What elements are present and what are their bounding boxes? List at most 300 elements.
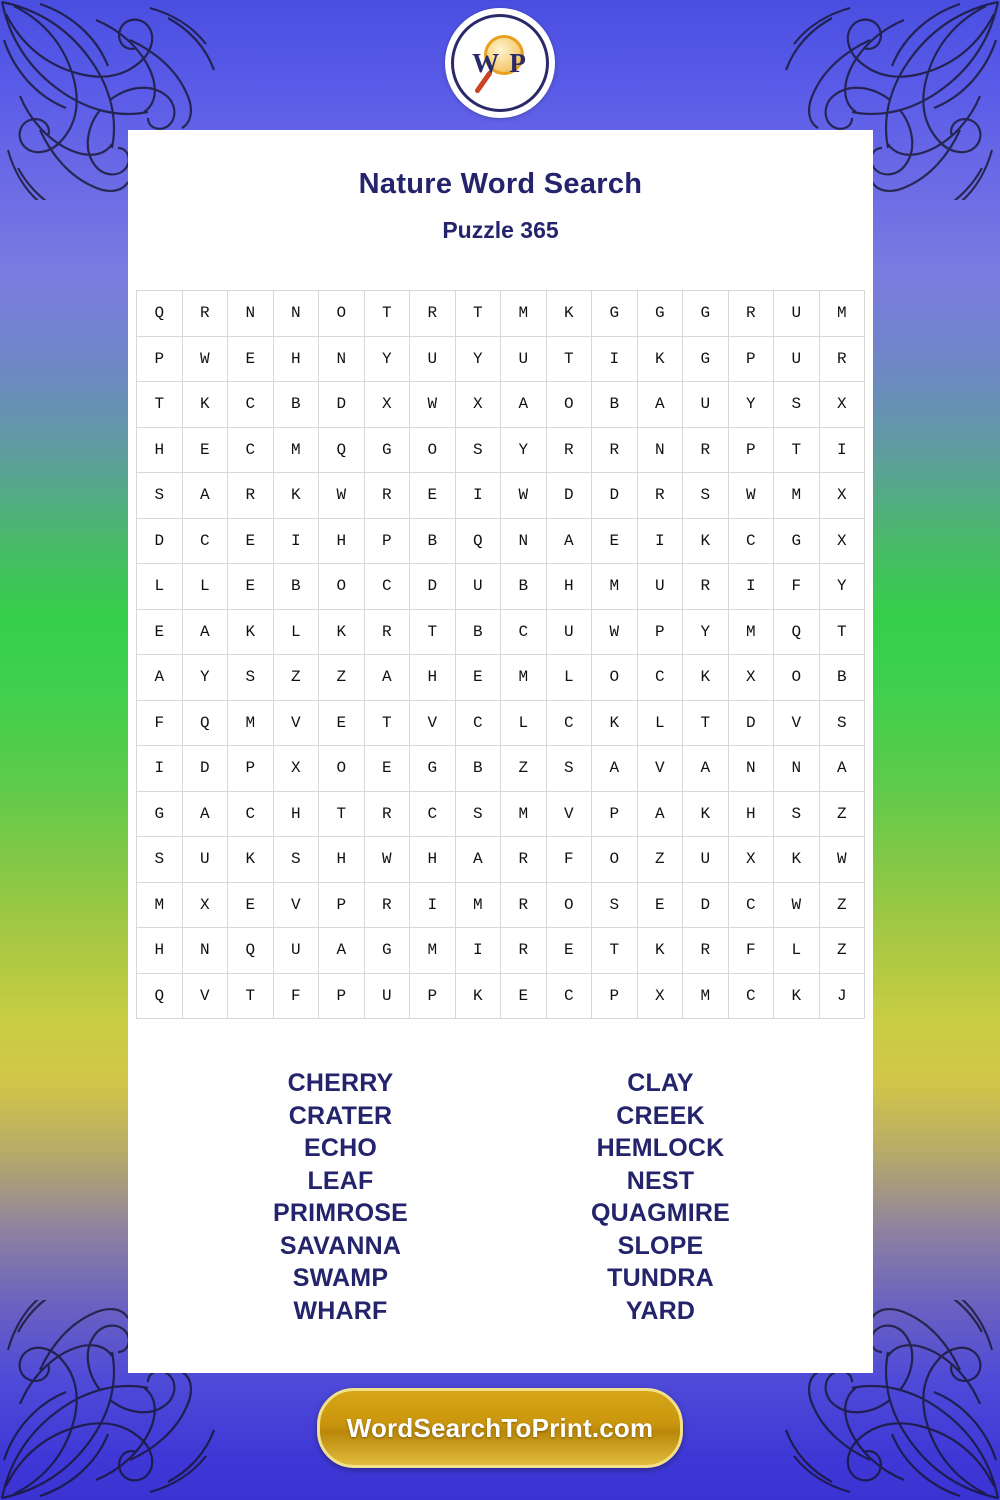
grid-cell[interactable]: N [774,746,820,792]
grid-cell[interactable]: Y [683,609,729,655]
grid-cell[interactable]: T [364,700,410,746]
grid-cell[interactable]: K [319,609,365,655]
grid-cell[interactable]: M [273,427,319,473]
grid-cell[interactable]: U [683,837,729,883]
grid-cell[interactable]: R [683,564,729,610]
grid-cell[interactable]: R [683,928,729,974]
grid-cell[interactable]: G [592,291,638,337]
grid-cell[interactable]: F [273,973,319,1019]
grid-cell[interactable]: E [364,746,410,792]
grid-cell[interactable]: C [501,609,547,655]
grid-cell[interactable]: E [228,564,274,610]
grid-cell[interactable]: B [819,655,865,701]
grid-cell[interactable]: R [501,882,547,928]
grid-cell[interactable]: K [683,655,729,701]
grid-cell[interactable]: H [319,518,365,564]
grid-cell[interactable]: O [592,655,638,701]
grid-cell[interactable]: N [273,291,319,337]
grid-cell[interactable]: H [410,837,456,883]
grid-cell[interactable]: L [501,700,547,746]
grid-cell[interactable]: O [410,427,456,473]
grid-cell[interactable]: E [546,928,592,974]
word-list-item: SLOPE [617,1231,704,1260]
grid-row [137,882,865,928]
grid-cell[interactable]: E [592,518,638,564]
grid-row [137,564,865,610]
grid-cell[interactable]: D [592,473,638,519]
grid-cell[interactable]: W [410,382,456,428]
puzzle-number: Puzzle 365 [442,217,559,243]
grid-cell[interactable]: R [364,609,410,655]
grid-cell[interactable]: V [410,700,456,746]
grid-cell[interactable]: M [728,609,774,655]
grid-cell[interactable]: R [364,882,410,928]
grid-cell[interactable]: I [728,564,774,610]
grid-cell[interactable]: U [683,382,729,428]
grid-cell[interactable]: Y [501,427,547,473]
grid-cell[interactable]: C [228,382,274,428]
grid-cell[interactable]: K [592,700,638,746]
grid-cell[interactable]: O [592,837,638,883]
grid-cell[interactable]: Y [455,336,501,382]
grid-cell[interactable]: Z [819,791,865,837]
grid-cell[interactable]: Z [819,928,865,974]
logo-letters: W P [472,47,528,78]
grid-cell[interactable]: X [728,837,774,883]
grid-cell[interactable]: U [455,564,501,610]
grid-cell[interactable]: Y [728,382,774,428]
grid-cell[interactable]: P [319,882,365,928]
grid-cell[interactable]: M [228,700,274,746]
grid-cell[interactable]: M [592,564,638,610]
word-list-item: PRIMROSE [273,1199,408,1227]
grid-cell[interactable]: X [819,473,865,519]
grid-cell[interactable]: W [819,837,865,883]
word-list-item: HEMLOCK [596,1134,725,1162]
grid-cell[interactable]: A [683,746,729,792]
website-button[interactable] [317,1388,683,1468]
grid-cell[interactable]: X [637,973,683,1019]
grid-cell[interactable]: A [592,746,638,792]
grid-row [137,928,865,974]
grid-cell[interactable]: H [546,564,592,610]
grid-cell[interactable]: T [228,973,274,1019]
grid-cell[interactable]: U [364,973,410,1019]
grid-cell[interactable]: A [637,791,683,837]
grid-cell[interactable]: R [501,928,547,974]
grid-cell[interactable]: T [455,291,501,337]
grid-cell[interactable]: Z [819,882,865,928]
word-list-column-right [501,1067,821,1327]
word-list-item: NEST [626,1166,695,1195]
grid-cell[interactable]: D [728,700,774,746]
grid-cell[interactable]: B [592,382,638,428]
grid-cell[interactable]: R [592,427,638,473]
grid-cell[interactable]: P [592,791,638,837]
word-search-grid [136,290,865,1019]
grid-cell[interactable]: V [273,700,319,746]
word-list-item: CREEK [616,1101,705,1130]
grid-cell[interactable]: Q [228,928,274,974]
word-list-item: QUAGMIRE [590,1199,731,1227]
grid-cell[interactable]: W [728,473,774,519]
grid-cell[interactable]: K [228,609,274,655]
grid-cell[interactable]: G [364,427,410,473]
grid-cell[interactable]: C [728,973,774,1019]
grid-cell[interactable]: T [410,609,456,655]
grid-cell[interactable]: A [455,837,501,883]
grid-cell[interactable]: S [273,837,319,883]
grid-cell[interactable]: N [501,518,547,564]
grid-cell[interactable]: C [182,518,228,564]
grid-cell[interactable]: T [546,336,592,382]
grid-cell[interactable]: Z [319,655,365,701]
grid-cell[interactable]: A [137,655,183,701]
grid-cell[interactable]: P [228,746,274,792]
grid-cell[interactable]: Q [455,518,501,564]
grid-cell[interactable]: W [774,882,820,928]
grid-cell[interactable]: C [728,882,774,928]
word-search-grid-container [128,290,873,1019]
grid-cell[interactable]: X [273,746,319,792]
grid-cell[interactable]: A [182,609,228,655]
grid-cell[interactable]: E [228,518,274,564]
grid-row [137,427,865,473]
grid-cell[interactable]: S [683,473,729,519]
grid-row [137,837,865,883]
grid-cell[interactable]: X [455,382,501,428]
grid-cell[interactable]: B [455,609,501,655]
logo-ring [451,14,549,112]
word-list-item: SWAMP [292,1264,389,1292]
grid-row [137,746,865,792]
grid-cell[interactable]: D [410,564,456,610]
grid-cell[interactable]: F [137,700,183,746]
grid-cell[interactable]: L [137,564,183,610]
page-title: Nature Word Search [358,168,643,200]
grid-cell[interactable]: K [774,973,820,1019]
grid-cell[interactable]: U [546,609,592,655]
grid-cell[interactable]: G [137,791,183,837]
grid-cell[interactable]: P [637,609,683,655]
grid-cell[interactable]: N [319,336,365,382]
grid-cell[interactable]: T [137,382,183,428]
grid-cell[interactable]: S [592,882,638,928]
grid-cell[interactable]: F [728,928,774,974]
grid-cell[interactable]: W [364,837,410,883]
grid-cell[interactable]: H [273,791,319,837]
grid-cell[interactable]: I [455,473,501,519]
grid-cell[interactable]: I [273,518,319,564]
grid-cell[interactable]: Z [501,746,547,792]
grid-cell[interactable]: R [364,473,410,519]
grid-row [137,518,865,564]
grid-cell[interactable]: L [637,700,683,746]
website-button-label: WordSearchToPrint.com [346,1412,654,1443]
grid-cell[interactable]: U [501,336,547,382]
grid-cell[interactable]: T [819,609,865,655]
grid-cell[interactable]: D [137,518,183,564]
grid-cell[interactable]: S [774,791,820,837]
grid-cell[interactable]: R [182,291,228,337]
grid-cell[interactable]: X [182,882,228,928]
grid-cell[interactable]: L [546,655,592,701]
grid-cell[interactable]: N [637,427,683,473]
grid-cell[interactable]: Q [774,609,820,655]
grid-cell[interactable]: P [728,427,774,473]
grid-cell[interactable]: S [546,746,592,792]
grid-cell[interactable]: C [637,655,683,701]
grid-cell[interactable]: H [137,928,183,974]
word-list-item: SAVANNA [279,1231,402,1260]
site-logo [445,8,555,118]
grid-cell[interactable]: T [319,791,365,837]
grid-cell[interactable]: T [683,700,729,746]
grid-cell[interactable]: K [182,382,228,428]
grid-cell[interactable]: S [455,791,501,837]
grid-cell[interactable]: Q [137,973,183,1019]
grid-cell[interactable]: E [228,882,274,928]
grid-cell[interactable]: T [364,291,410,337]
grid-cell[interactable]: B [273,564,319,610]
grid-cell[interactable]: U [273,928,319,974]
grid-cell[interactable]: U [774,336,820,382]
grid-cell[interactable]: U [637,564,683,610]
grid-cell[interactable]: R [637,473,683,519]
grid-cell[interactable]: F [774,564,820,610]
grid-cell[interactable]: B [501,564,547,610]
grid-cell[interactable]: M [819,291,865,337]
grid-cell[interactable]: K [683,518,729,564]
grid-cell[interactable]: I [819,427,865,473]
grid-cell[interactable]: R [501,837,547,883]
grid-cell[interactable]: R [410,291,456,337]
grid-cell[interactable]: E [501,973,547,1019]
grid-cell[interactable]: X [728,655,774,701]
grid-row [137,609,865,655]
grid-cell[interactable]: Z [637,837,683,883]
grid-cell[interactable]: K [637,928,683,974]
grid-cell[interactable]: I [455,928,501,974]
grid-cell[interactable]: K [228,837,274,883]
grid-cell[interactable]: D [319,382,365,428]
grid-cell[interactable]: G [683,336,729,382]
grid-cell[interactable]: Z [273,655,319,701]
grid-cell[interactable]: D [683,882,729,928]
grid-cell[interactable]: X [819,518,865,564]
grid-row [137,336,865,382]
grid-cell[interactable]: P [410,973,456,1019]
grid-cell[interactable]: A [501,382,547,428]
grid-cell[interactable]: K [683,791,729,837]
grid-cell[interactable]: C [455,700,501,746]
grid-cell[interactable]: L [182,564,228,610]
grid-cell[interactable]: R [228,473,274,519]
word-list-item: TUNDRA [607,1264,714,1292]
grid-cell[interactable]: S [819,700,865,746]
grid-cell[interactable]: U [410,336,456,382]
word-list-item: CHERRY [287,1069,394,1097]
grid-cell[interactable]: K [273,473,319,519]
grid-cell[interactable]: R [819,336,865,382]
grid-cell[interactable]: G [637,291,683,337]
grid-cell[interactable]: D [182,746,228,792]
grid-cell[interactable]: B [273,382,319,428]
grid-cell[interactable]: S [228,655,274,701]
grid-cell[interactable]: S [455,427,501,473]
grid-cell[interactable]: E [319,700,365,746]
grid-cell[interactable]: X [819,382,865,428]
grid-cell[interactable]: W [319,473,365,519]
grid-cell[interactable]: Q [319,427,365,473]
word-list [181,1067,821,1327]
grid-cell[interactable]: B [455,746,501,792]
grid-cell[interactable]: V [546,791,592,837]
grid-cell[interactable]: M [137,882,183,928]
grid-cell[interactable]: M [501,791,547,837]
grid-cell[interactable]: A [637,382,683,428]
grid-cell[interactable]: C [228,791,274,837]
grid-cell[interactable]: V [182,973,228,1019]
grid-cell[interactable]: G [364,928,410,974]
grid-cell[interactable]: I [137,746,183,792]
grid-cell[interactable]: Y [182,655,228,701]
grid-cell[interactable]: L [774,928,820,974]
grid-cell[interactable]: W [592,609,638,655]
grid-cell[interactable]: N [728,746,774,792]
grid-row [137,973,865,1019]
grid-cell[interactable]: U [182,837,228,883]
grid-cell[interactable]: H [410,655,456,701]
grid-cell[interactable]: O [319,564,365,610]
grid-cell[interactable]: C [228,427,274,473]
grid-cell[interactable]: T [774,427,820,473]
grid-cell[interactable]: D [546,473,592,519]
grid-cell[interactable]: L [273,609,319,655]
grid-cell[interactable]: M [683,973,729,1019]
grid-cell[interactable]: K [637,336,683,382]
grid-cell[interactable]: Q [137,291,183,337]
grid-cell[interactable]: E [137,609,183,655]
grid-row [137,700,865,746]
grid-cell[interactable]: C [364,564,410,610]
grid-cell[interactable]: E [410,473,456,519]
grid-cell[interactable]: R [546,427,592,473]
grid-cell[interactable]: U [774,291,820,337]
grid-cell[interactable]: C [410,791,456,837]
grid-cell[interactable]: M [501,291,547,337]
grid-cell[interactable]: E [637,882,683,928]
grid-cell[interactable]: M [774,473,820,519]
grid-cell[interactable]: A [819,746,865,792]
grid-cell[interactable]: O [546,382,592,428]
grid-cell[interactable]: A [182,791,228,837]
grid-cell[interactable]: V [774,700,820,746]
grid-cell[interactable]: I [592,336,638,382]
word-list-item: ECHO [303,1134,378,1162]
grid-row [137,655,865,701]
grid-cell[interactable]: O [774,655,820,701]
grid-cell[interactable]: P [592,973,638,1019]
grid-cell[interactable]: C [728,518,774,564]
grid-cell[interactable]: F [546,837,592,883]
grid-cell[interactable]: S [137,837,183,883]
grid-cell[interactable]: W [501,473,547,519]
grid-cell[interactable]: P [728,336,774,382]
grid-cell[interactable]: T [592,928,638,974]
grid-cell[interactable]: C [546,973,592,1019]
grid-row [137,291,865,337]
grid-cell[interactable]: K [455,973,501,1019]
grid-cell[interactable]: B [410,518,456,564]
grid-cell[interactable]: S [774,382,820,428]
grid-cell[interactable]: E [182,427,228,473]
word-list-item: YARD [625,1296,696,1325]
grid-cell[interactable]: G [774,518,820,564]
grid-cell[interactable]: A [364,655,410,701]
grid-cell[interactable]: Y [364,336,410,382]
grid-cell[interactable]: N [228,291,274,337]
grid-cell[interactable]: M [501,655,547,701]
grid-cell[interactable]: O [319,291,365,337]
grid-cell[interactable]: V [273,882,319,928]
grid-cell[interactable]: E [228,336,274,382]
puzzle-sheet [128,130,873,1373]
word-list-column-left [181,1067,501,1327]
grid-cell[interactable]: S [137,473,183,519]
grid-cell[interactable]: M [455,882,501,928]
grid-cell[interactable]: G [683,291,729,337]
grid-cell[interactable]: R [728,291,774,337]
grid-cell[interactable]: Y [819,564,865,610]
grid-cell[interactable]: R [683,427,729,473]
grid-cell[interactable]: W [182,336,228,382]
word-list-item: LEAF [307,1166,374,1195]
grid-cell[interactable]: O [319,746,365,792]
grid-cell[interactable]: K [774,837,820,883]
grid-cell[interactable]: H [137,427,183,473]
grid-cell[interactable]: H [319,837,365,883]
grid-cell[interactable]: H [273,336,319,382]
grid-cell[interactable]: A [319,928,365,974]
grid-cell[interactable]: R [364,791,410,837]
grid-cell[interactable]: A [546,518,592,564]
grid-cell[interactable]: I [637,518,683,564]
grid-row [137,473,865,519]
grid-cell[interactable]: X [364,382,410,428]
grid-cell[interactable]: H [728,791,774,837]
grid-cell[interactable]: G [410,746,456,792]
grid-cell[interactable]: M [410,928,456,974]
grid-cell[interactable]: V [637,746,683,792]
grid-cell[interactable]: K [546,291,592,337]
grid-row [137,382,865,428]
grid-cell[interactable]: J [819,973,865,1019]
grid-cell[interactable]: N [182,928,228,974]
grid-cell[interactable]: C [546,700,592,746]
grid-cell[interactable]: P [319,973,365,1019]
grid-row [137,791,865,837]
grid-cell[interactable]: P [364,518,410,564]
grid-cell[interactable]: I [410,882,456,928]
grid-cell[interactable]: P [137,336,183,382]
grid-cell[interactable]: O [546,882,592,928]
grid-cell[interactable]: E [455,655,501,701]
grid-cell[interactable]: Q [182,700,228,746]
grid-cell[interactable]: A [182,473,228,519]
word-list-item: CRATER [288,1101,393,1130]
word-list-item: CLAY [627,1069,694,1097]
